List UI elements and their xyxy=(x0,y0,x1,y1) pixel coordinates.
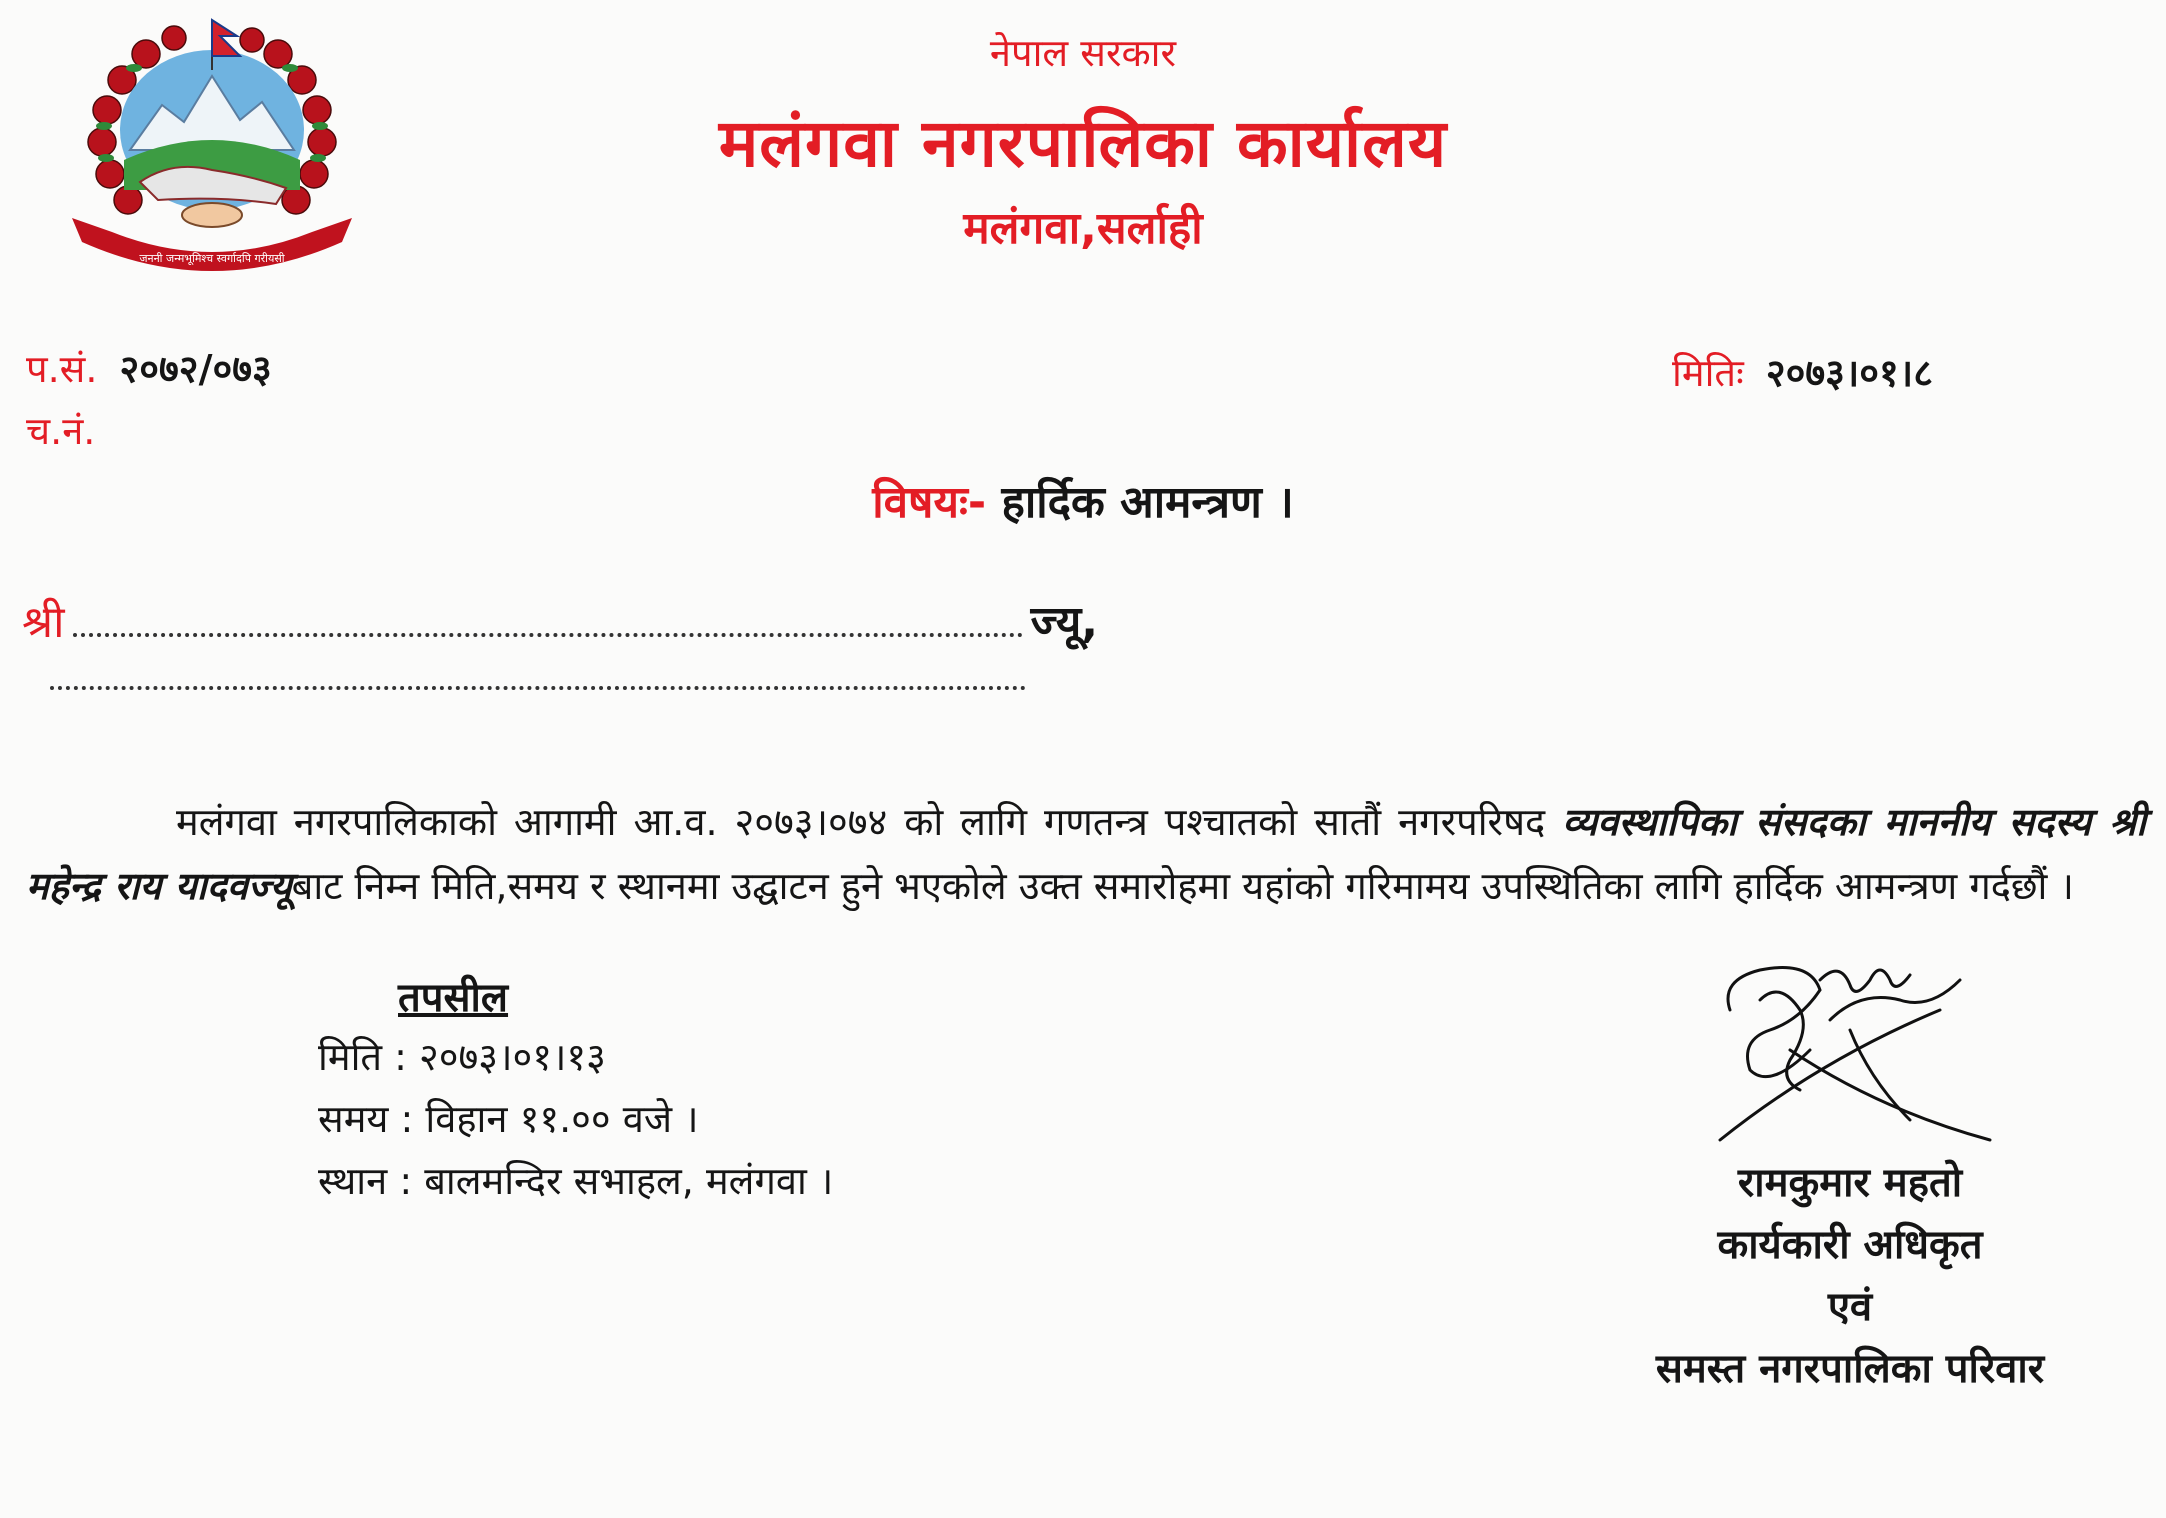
addressee-prefix: श्री xyxy=(22,597,65,648)
dispatch-number-label: च.नं. xyxy=(26,409,96,453)
details-title: तपसील xyxy=(398,975,509,1021)
signatory-team: समस्त नगरपालिका परिवार xyxy=(1655,1346,2045,1392)
date-label: मितिः xyxy=(1672,351,1744,395)
body-text-part1: मलंगवा नगरपालिकाको आगामी आ.व. २०७३।०७४ को लागि गणतन्त्र पश्चातको सातौं नगरपरिषद xyxy=(176,800,1563,844)
reference-number xyxy=(26,342,272,394)
details-date: मिति : २०७३।०१।१३ xyxy=(318,1035,606,1079)
emblem-motto-text: जननी जन्मभूमिश्च स्वर्गादपि गरीयसी xyxy=(139,252,285,265)
body-emphasis: व्यवस्थापिका संसदका माननीय सदस्य श्री महेन्द्र राय यादवज्यू xyxy=(26,800,2146,908)
government-label: नेपाल सरकार xyxy=(989,31,1177,75)
addressee-name-blank xyxy=(73,597,1023,637)
signatory-conjunction: एवं xyxy=(1827,1284,1873,1330)
addressee-address-blank xyxy=(50,686,1026,690)
subject-label: विषयः- xyxy=(872,477,987,528)
addressee-suffix: ज्यू, xyxy=(1030,597,1098,648)
details-time: समय : विहान ११.०० वजे । xyxy=(318,1097,699,1141)
subject-text: हार्दिक आमन्त्रण । xyxy=(1001,477,1294,528)
reference-value: २०७२/०७३ xyxy=(119,347,272,391)
signatory-name: रामकुमार महतो xyxy=(1737,1160,1963,1206)
reference-label: प.सं. xyxy=(26,347,98,391)
signatory-designation: कार्यकारी अधिकृत xyxy=(1717,1222,1983,1268)
addressee-line xyxy=(22,590,1102,650)
office-address: मलंगवा,सर्लाही xyxy=(963,203,1203,254)
invitation-body xyxy=(26,790,2146,918)
body-text-part2: बाट निम्न मिति,समय र स्थानमा उद्घाटन हुने भएकोले उक्त समारोहमा यहांको गरिमामय उपस्थितिका लागि हार्दिक आमन्त्रण गर्दछौं । xyxy=(291,864,2074,908)
signatory-block xyxy=(1600,1152,2100,1400)
office-title: मलंगवा नगरपालिका कार्यालय xyxy=(718,105,1448,182)
signature xyxy=(1700,940,2000,1150)
date-value: २०७३।०१।८ xyxy=(1765,351,1933,395)
details-place: स्थान : बालमन्दिर सभाहल, मलंगवा । xyxy=(318,1159,834,1203)
subject-line xyxy=(0,470,2166,530)
letter-date xyxy=(1672,346,1933,398)
